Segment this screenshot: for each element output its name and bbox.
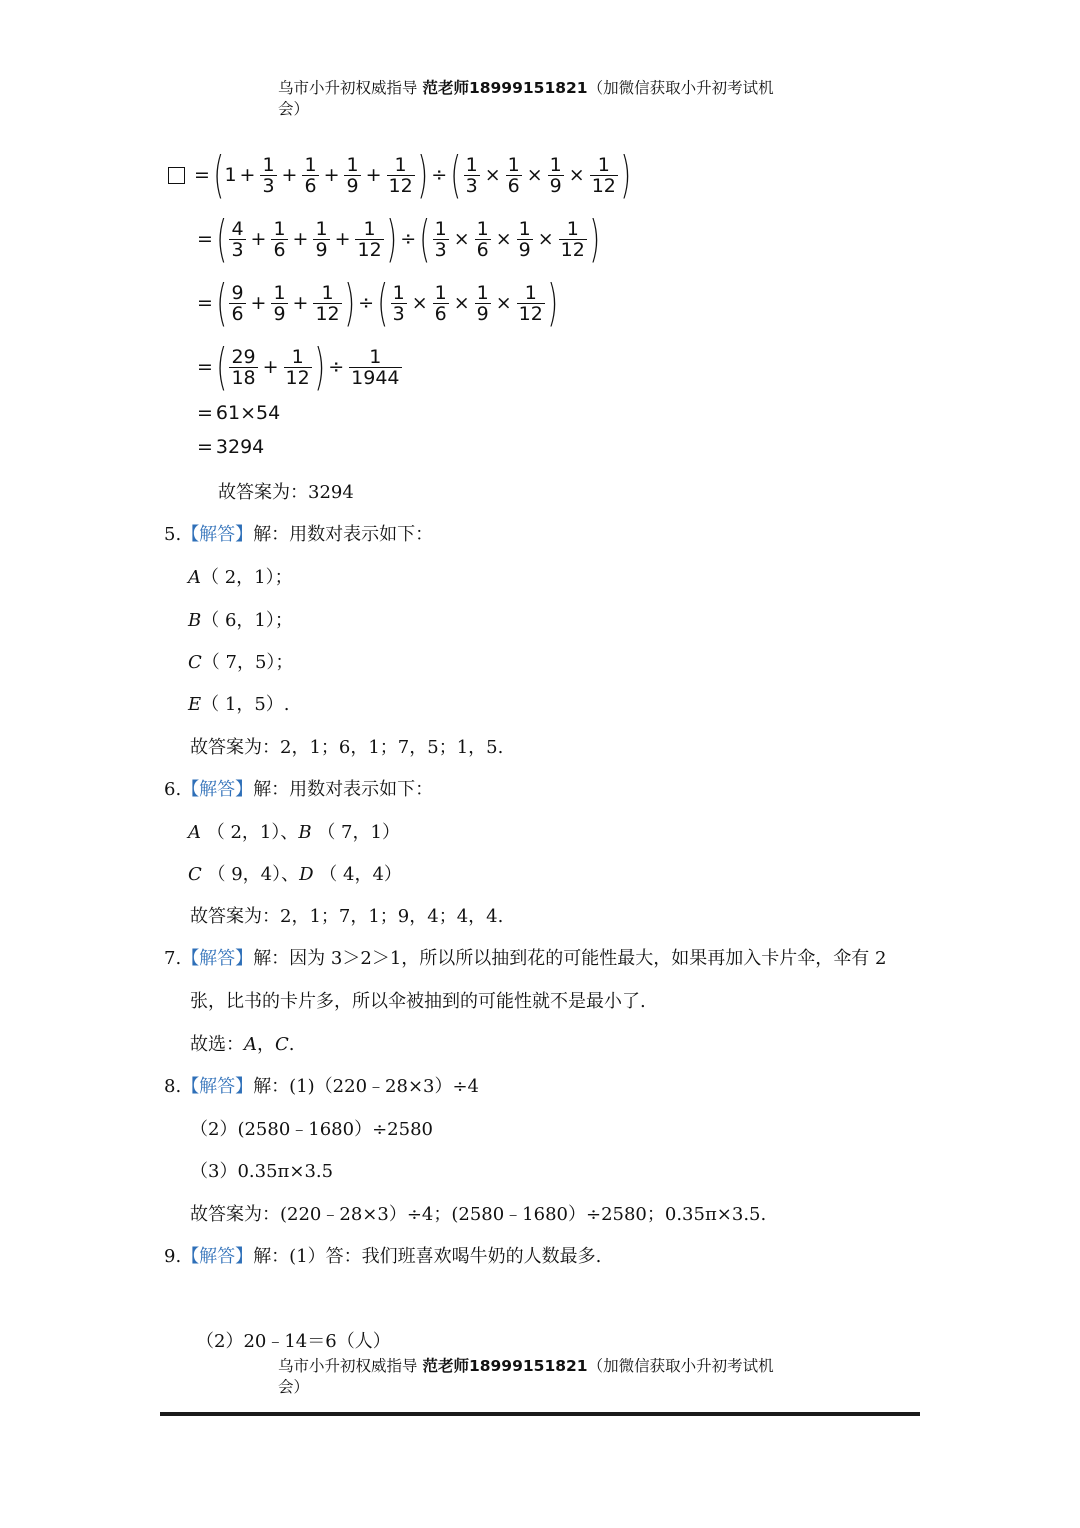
parenthesis: ( [450, 146, 462, 204]
q6-points-ab [188, 821, 400, 845]
fraction-part: 1 [434, 281, 447, 304]
math-symbol: × [453, 228, 470, 250]
fraction-part: 6 [231, 302, 244, 325]
math-symbol: = [197, 356, 213, 378]
fraction-part: 1 [315, 217, 328, 240]
parenthesis: ) [589, 210, 600, 268]
text-fragment: A [244, 1034, 257, 1055]
solution-tag: 【解答】 [181, 1076, 254, 1097]
parenthesis: ) [547, 274, 558, 332]
q8-part-3: （3）0.35π×3.5 [190, 1161, 334, 1182]
footer-divider [160, 1412, 920, 1416]
fraction-part: 1 [262, 153, 275, 176]
text-fragment: C [188, 652, 202, 673]
math-row-2 [194, 210, 600, 268]
fraction [355, 219, 383, 260]
fraction [387, 155, 415, 196]
math-row-3 [194, 274, 558, 332]
math-symbol: ÷ [431, 164, 448, 186]
fraction [590, 155, 618, 196]
page-header-top [278, 78, 798, 120]
fraction-part: 3 [465, 174, 478, 197]
fraction-part: 9 [518, 238, 531, 261]
q7-text-cont: 张，比书的卡片多，所以伞被抽到的可能性就不是最小了. [190, 991, 646, 1012]
text-fragment: C [275, 1034, 289, 1055]
parenthesis: ( [216, 210, 228, 268]
text-fragment: 5. [164, 524, 182, 545]
text-fragment: . [288, 1034, 295, 1055]
math-symbol: × [495, 292, 512, 314]
fraction-part: 1 [392, 281, 405, 304]
text-fragment: 7. [164, 948, 182, 969]
fraction-part: 4 [231, 217, 244, 240]
math-symbol: × [484, 164, 501, 186]
header-prefix: 乌市小升初权威指导 [278, 79, 418, 97]
fraction-part: 29 [231, 345, 256, 368]
parenthesis: ) [314, 338, 325, 396]
header-line2: 会） [278, 1378, 310, 1396]
question-6 [164, 778, 433, 802]
fraction [229, 283, 245, 324]
math-symbol: + [292, 228, 309, 250]
fraction [433, 283, 449, 324]
fraction-part: 12 [357, 238, 382, 261]
math-symbol: + [334, 228, 351, 250]
fraction-part: 6 [434, 302, 447, 325]
math-symbol: + [281, 164, 298, 186]
fraction-part: 1 [507, 153, 520, 176]
text-fragment: （ 4，4） [313, 864, 402, 885]
fraction-part: 1 [566, 217, 579, 240]
fraction [548, 155, 564, 196]
answer-4: 故答案为：3294 [218, 482, 354, 503]
fraction [517, 283, 545, 324]
math-symbol: × [411, 292, 428, 314]
fraction [302, 155, 318, 196]
q5-answer: 故答案为：2，1；6，1；7，5；1，5. [190, 737, 504, 758]
parenthesis: ( [419, 210, 431, 268]
text-fragment: 解：用数对表示如下： [253, 524, 434, 545]
q5-point-e [188, 693, 290, 717]
math-symbol: = [197, 228, 213, 250]
fraction-part: 1 [369, 345, 382, 368]
fraction [517, 219, 533, 260]
parenthesis: ) [620, 146, 631, 204]
math-symbol: ÷ [328, 356, 345, 378]
math-row-4 [194, 338, 404, 396]
fraction-part: 1 [394, 153, 407, 176]
fraction [313, 283, 341, 324]
math-symbol: × [568, 164, 585, 186]
fraction-part: 9 [315, 238, 328, 261]
fraction-part: 9 [476, 302, 489, 325]
text-fragment: （ 2，1）； [201, 567, 293, 588]
fraction [464, 155, 480, 196]
fraction [229, 347, 257, 388]
q5-point-b [188, 609, 293, 633]
text-fragment: D [299, 864, 314, 885]
text-fragment: （ 7，1） [311, 822, 400, 843]
question-8 [164, 1075, 479, 1099]
fraction [391, 283, 407, 324]
fraction [271, 219, 287, 260]
text-fragment: 9. [164, 1246, 182, 1267]
text-fragment: C [188, 864, 202, 885]
text-fragment: 解：因为 3＞2＞1，所以所以抽到花的可能性最大，如果再加入卡片伞，伞有 2 [253, 948, 887, 969]
math-symbol: 1 [224, 164, 237, 186]
math-symbol: = [197, 292, 213, 314]
fraction-part: 1 [291, 345, 304, 368]
fraction-part: 1 [434, 217, 447, 240]
q8-part-2: （2）(2580﹣1680）÷2580 [190, 1119, 433, 1140]
q6-answer: 故答案为：2，1；7，1；9，4；4，4. [190, 906, 504, 927]
q8-answer: 故答案为：(220﹣28×3）÷4；(2580﹣1680）÷2580；0.35π×3.5. [190, 1204, 767, 1225]
blank-box-icon [168, 167, 185, 184]
fraction-part: 6 [507, 174, 520, 197]
header-teacher: 范老师18999151821 [422, 79, 588, 97]
fraction-part: 6 [304, 174, 317, 197]
math-symbol: + [323, 164, 340, 186]
fraction-part: 6 [476, 238, 489, 261]
math-symbol: × [526, 164, 543, 186]
fraction [313, 219, 329, 260]
q7-answer [190, 1033, 295, 1057]
header-suffix: （加微信获取小升初考试机 [587, 79, 774, 97]
math-symbol: ÷ [358, 292, 375, 314]
page-header-bottom [278, 1356, 798, 1398]
text-fragment: （ 7，5）； [201, 652, 294, 673]
fraction [475, 219, 491, 260]
fraction [433, 219, 449, 260]
header-prefix: 乌市小升初权威指导 [278, 1357, 418, 1375]
text-fragment: 8. [164, 1076, 182, 1097]
fraction-part: 3 [434, 238, 447, 261]
text-fragment: （ 2，1）、 [201, 822, 299, 843]
parenthesis: ) [386, 210, 397, 268]
math-row-1 [168, 146, 631, 204]
fraction [349, 347, 401, 388]
fraction-part: 3 [392, 302, 405, 325]
text-fragment: B [298, 822, 312, 843]
question-9 [164, 1245, 601, 1269]
fraction-part: 3 [262, 174, 275, 197]
fraction-part: 12 [285, 366, 310, 389]
fraction-part: 9 [549, 174, 562, 197]
fraction-part: 18 [231, 366, 256, 389]
math-symbol: + [250, 228, 267, 250]
fraction-part: 12 [315, 302, 340, 325]
text-fragment: B [188, 610, 202, 631]
text-fragment: A [188, 567, 201, 588]
fraction-part: 9 [231, 281, 244, 304]
solution-tag: 【解答】 [181, 524, 254, 545]
fraction-part: 1 [346, 153, 359, 176]
text-fragment: 解：用数对表示如下： [253, 779, 434, 800]
fraction [229, 219, 245, 260]
q5-point-c [188, 651, 293, 675]
fraction-part: 1 [549, 153, 562, 176]
fraction-part: 1 [465, 153, 478, 176]
fraction-part: 1 [273, 217, 286, 240]
fraction [475, 283, 491, 324]
parenthesis: ( [216, 338, 228, 396]
fraction-part: 1 [524, 281, 537, 304]
text-fragment: 解：(1)（220﹣28×3）÷4 [253, 1076, 480, 1097]
math-symbol: + [250, 292, 267, 314]
fraction-part: 1 [273, 281, 286, 304]
q9-part-2: （2）20﹣14＝6（人） [196, 1331, 391, 1352]
math-symbol: × [495, 228, 512, 250]
fraction-part: 12 [560, 238, 585, 261]
math-symbol: + [292, 292, 309, 314]
math-symbol: × [453, 292, 470, 314]
parenthesis: ( [377, 274, 389, 332]
math-symbol: × [537, 228, 554, 250]
fraction-part: 1 [476, 217, 489, 240]
text-fragment: （ 6，1）； [201, 610, 293, 631]
fraction-part: 12 [591, 174, 616, 197]
math-row-5 [194, 398, 280, 428]
header-teacher: 范老师18999151821 [422, 1357, 588, 1375]
text-fragment: ， [257, 1034, 275, 1055]
text-fragment: A [188, 822, 201, 843]
text-fragment: 解：(1）答：我们班喜欢喝牛奶的人数最多. [253, 1246, 602, 1267]
q5-point-a [188, 566, 293, 590]
fraction-part: 12 [518, 302, 543, 325]
fraction-part: 6 [273, 238, 286, 261]
fraction-part: 3 [231, 238, 244, 261]
fraction [260, 155, 276, 196]
fraction-part: 1 [476, 281, 489, 304]
q6-points-cd [188, 863, 402, 887]
fraction-part: 12 [388, 174, 413, 197]
fraction-part: 1 [597, 153, 610, 176]
fraction-part: 1 [363, 217, 376, 240]
math-symbol: + [262, 356, 279, 378]
text-fragment: 故选： [190, 1034, 244, 1055]
math-row-6 [194, 432, 264, 462]
solution-tag: 【解答】 [181, 779, 254, 800]
solution-tag: 【解答】 [181, 948, 254, 969]
parenthesis: ) [417, 146, 428, 204]
math-symbol: = [197, 436, 213, 458]
question-5 [164, 523, 433, 547]
fraction-part: 1944 [351, 366, 400, 389]
fraction [506, 155, 522, 196]
parenthesis: ) [344, 274, 355, 332]
fraction-part: 9 [273, 302, 286, 325]
math-symbol: ÷ [400, 228, 417, 250]
fraction-part: 1 [518, 217, 531, 240]
fraction [344, 155, 360, 196]
parenthesis: ( [216, 274, 228, 332]
header-suffix: （加微信获取小升初考试机 [587, 1357, 774, 1375]
text-fragment: （ 1，5）. [201, 694, 290, 715]
fraction-part: 1 [304, 153, 317, 176]
math-symbol: 3294 [215, 436, 265, 458]
text-fragment: （ 9，4）、 [201, 864, 300, 885]
fraction [559, 219, 587, 260]
header-line2: 会） [278, 100, 310, 118]
text-fragment: 6. [164, 779, 182, 800]
text-fragment: E [188, 694, 202, 715]
fraction-part: 1 [321, 281, 334, 304]
math-symbol: = [194, 164, 210, 186]
fraction [271, 283, 287, 324]
question-7 [164, 947, 886, 971]
math-symbol: + [239, 164, 256, 186]
parenthesis: ( [213, 146, 225, 204]
fraction-part: 9 [346, 174, 359, 197]
math-symbol: = [197, 402, 213, 424]
math-symbol: + [365, 164, 382, 186]
solution-tag: 【解答】 [181, 1246, 254, 1267]
fraction [284, 347, 312, 388]
math-symbol: 61×54 [215, 402, 281, 424]
